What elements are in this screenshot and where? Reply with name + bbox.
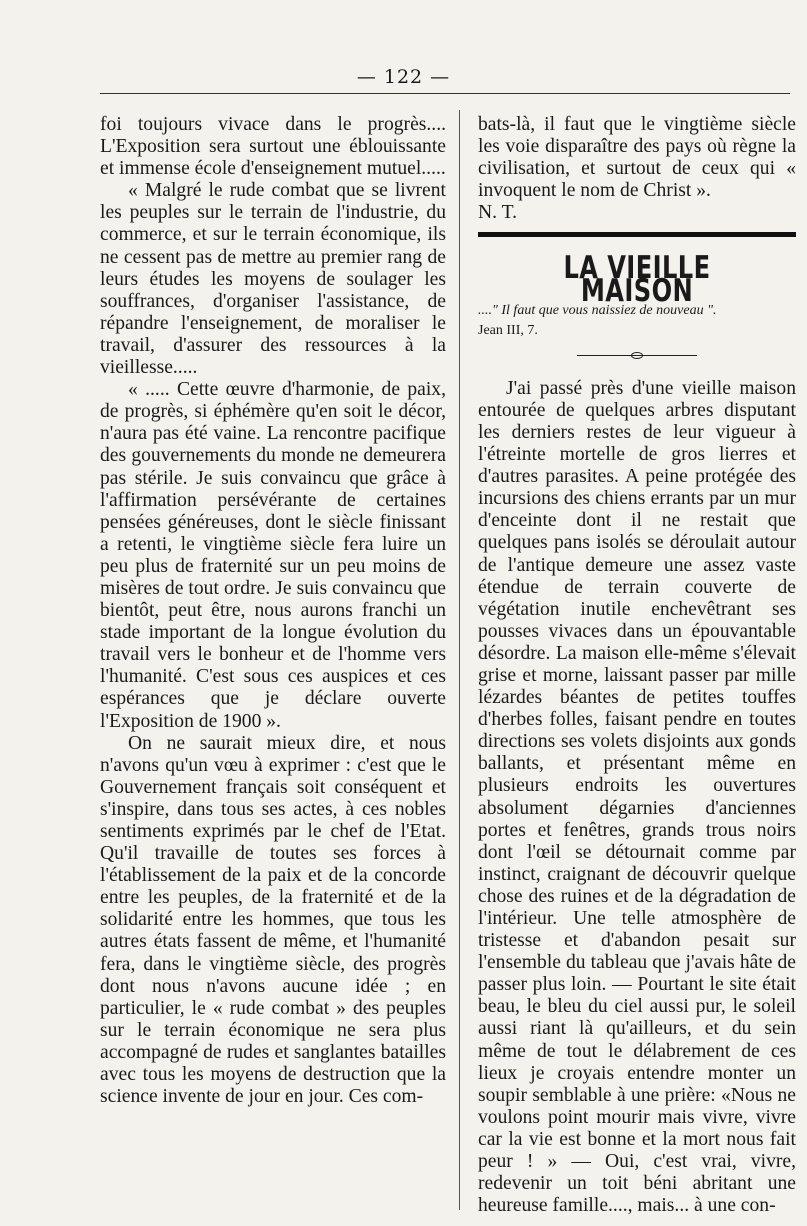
left-paragraph: foi toujours vivace dans le progrès.... L'Exposition sera surtout une éblouissante et immense école d'enseignement mutuel..... [100,114,446,180]
article-body: J'ai passé près d'une vieille maison entourée de quelques arbres disputant les derniers restes de leur vigueur à l'étreinte mortelle de gros lierres et d'autres parasites. A peine protégée des incursions des chiens errants par un mur d'enceinte dont il ne restait que quelques pans isolés se déroulait autour de l'antique demeure une assez vaste étendue de terrain couverte de végétation inutile enchevêtrant ses pousses vivaces dans un épouvantable désordre. La maison elle-même s'élevait grise et morne, laissant passer par mille lézardes béantes de petites touffes d'herbes folles, faisant pendre en toutes directions ses volets disjoints aux gonds ballants, et présentant même en plusieurs endroits les ouvertures absolument dégarnies d'anciennes portes et fenêtres, grands trous noirs dont l'œil se détournait comme par instinct, craignant de découvrir quelque chose des ruines et de la dégradation de l'intérieur. Une telle atmosphère de tristesse et d'abandon pesait sur l'ensemble du tableau que j'avais hâte de passer plus loin. — Pourtant le site était beau, le bleu du ciel aussi pur, le soleil aussi riant là qu'ailleurs, et du sein même de tout le délabrement de ces lieux je croyais entendre monter un soupir semblable à une prière: «Nous ne voulons point mourir mais vivre, vivre car la vie est bonne et la mort nous fait peur ! » — Oui, c'est vrai, vivre, redevenir un toit béni abritant une heureuse famille...., mais... à une con- [478,377,796,1217]
column-divider [459,110,460,1210]
ornament-divider [577,352,697,360]
continuation-paragraph: bats-là, il faut que le vingtième siècle les voie disparaître des pays où règne la civilisation, et surtout de ceux qui « invoquent le nom de Christ ». [478,114,796,202]
section-separator [478,232,796,237]
article-signature: N. T. [478,202,518,224]
epigraph-reference: Jean III, 7. [478,322,538,338]
left-paragraph: On ne saurait mieux dire, et nous n'avons qu'un vœu à exprimer : c'est que le Gouvernement français soit conséquent et s'inspire, dans tous ses actes, à ces nobles sentiments exprimés par le chef de l'Etat. Qu'il travaille de toutes ses forces à l'établissement de la paix et de la concorde entre les peuples, de la fraternité et de la solidarité entre les hommes, que tous les autres états fassent de même, et l'humanité fera, dans le vingtième siècle, des progrès dont nous n'avons aucune idée ; en particulier, le « rude combat » des peuples sur le terrain économique ne sera plus accompagné de rudes et sanglantes batailles avec tous les moyens de destruction que la science invente de jour en jour. Ces com- [100,732,446,1108]
left-column [100,114,446,1108]
section-title: LA VIEILLE MAISON [563,250,711,309]
left-paragraph: « Malgré le rude combat que se livrent les peuples sur le terrain de l'industrie, du commerce, et sur le terrain économique, ils ne cessent pas de mettre au premier rang de leurs études les moyens de soulager les souffrances, d'organiser l'assistance, de répandre l'enseignement, de moraliser le travail, d'assurer des ressources à la vieillesse..... [100,180,446,379]
epigraph: ...." Il faut que vous naissiez de nouveau ". [478,302,717,318]
right-column [478,114,796,1217]
header-rule [100,93,790,94]
left-paragraph: « ..... Cette œuvre d'harmonie, de paix, de progrès, si éphémère qu'en soit le décor, n'aura pas été vaine. La rencontre pacifique des gouvernements du monde ne demeurera pas stérile. Je suis convaincu que grâce à l'affirmation persévérante de certaines pensées généreuses, dont le siècle finissant a retenti, le vingtième siècle fera luire un peu plus de fraternité sur un peu moins de misères de tout ordre. Je suis convaincu que bientôt, peut être, nous aurons franchi un stade important de la longue évolution du travail vers le bonheur et de l'homme vers l'humanité. C'est sous ces auspices et ces espérances que je déclare ouverte l'Exposition de 1900 ». [100,379,446,732]
page-number: — 122 — [356,66,451,88]
